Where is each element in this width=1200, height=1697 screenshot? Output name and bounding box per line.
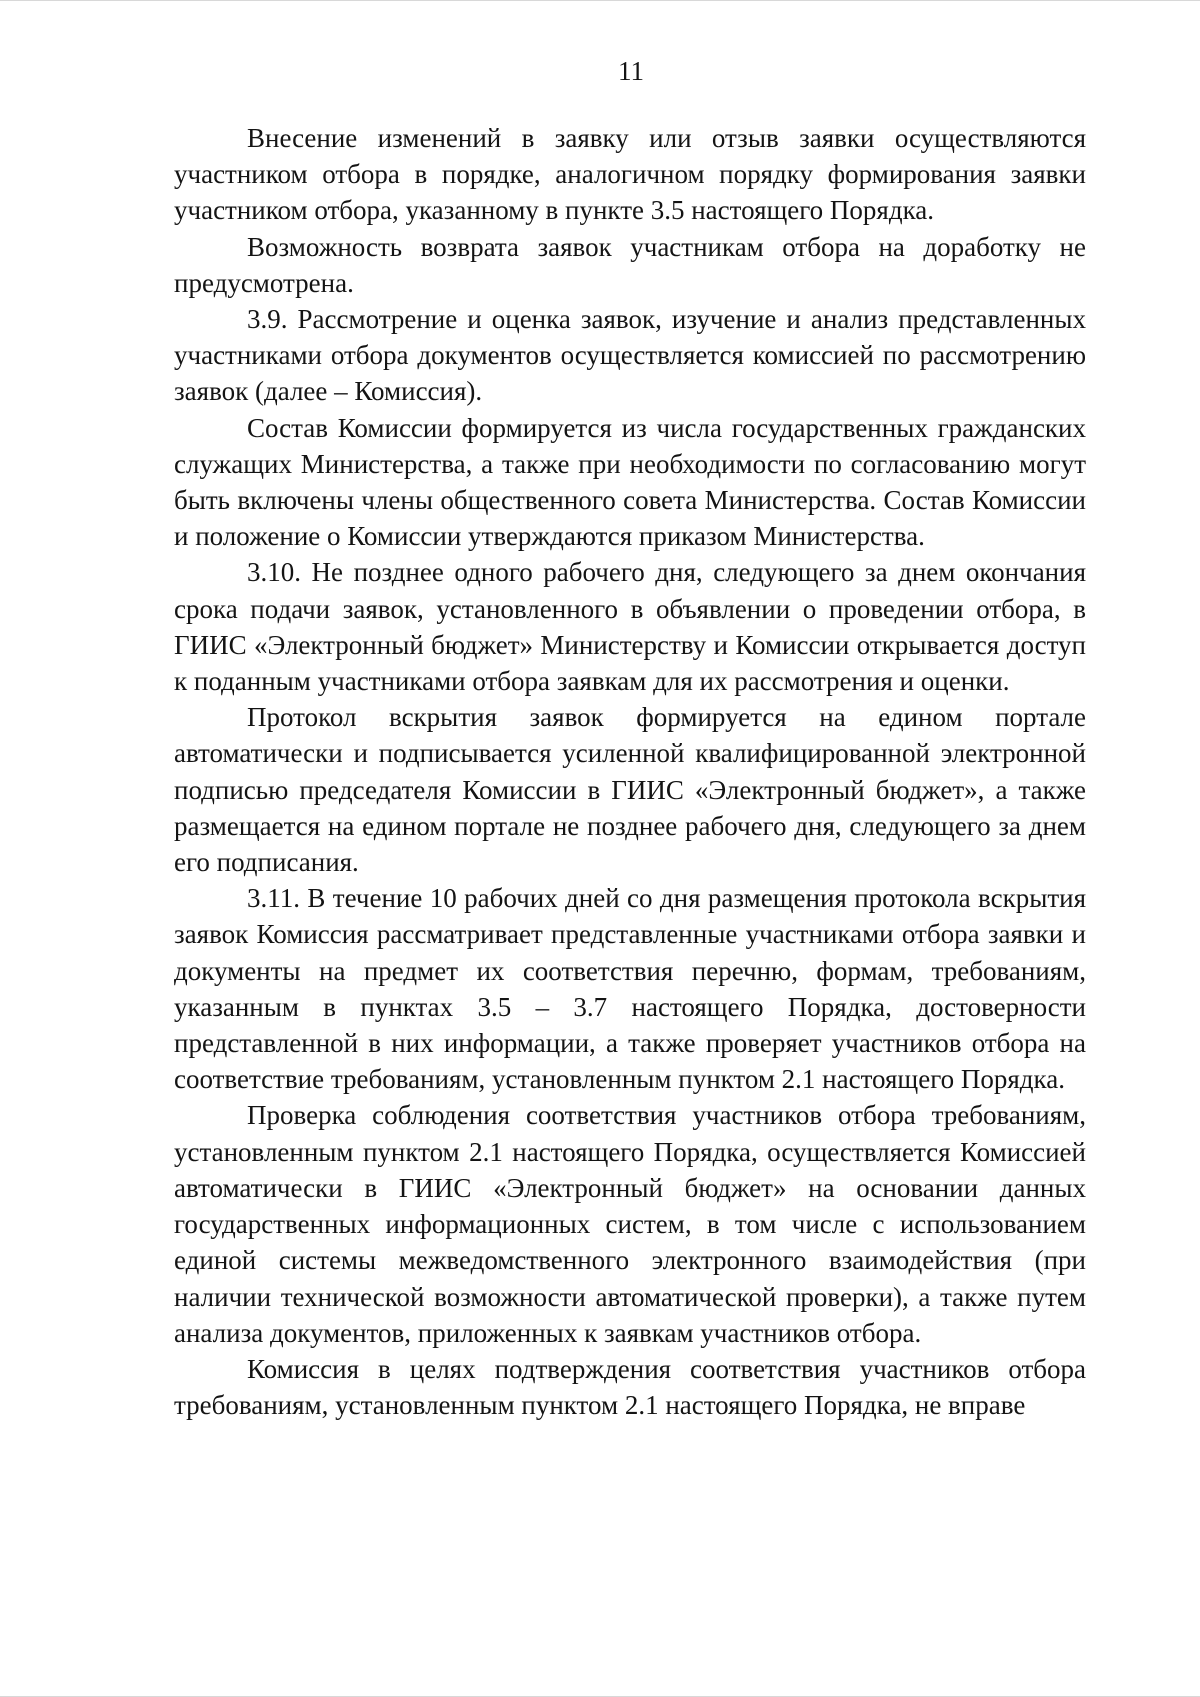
document-body [174, 120, 1086, 1423]
paragraph: Внесение изменений в заявку или отзыв заявки осуществляются участником отбора в порядке, аналогичном порядку формирования заявки участником отбора, указанному в пункте 3.5 настоящего Порядка. [174, 123, 1086, 226]
paragraph: Проверка соблюдения соответствия участников отбора требованиям, установленным пунктом 2.1 настоящего Порядка, осуществляется Комиссией автоматически в ГИИС «Электронный бюджет» на основании данных государственных информационных систем, в том числе с использованием единой системы межведомственного электронного взаимодействия (при наличии технической возможности автоматической проверки), а также путем анализа документов, приложенных к заявкам участников отбора. [174, 1100, 1086, 1348]
paragraph: Состав Комиссии формируется из числа государственных гражданских служащих Министерства, а также при необходимости по согласованию могут быть включены члены общественного совета Министерства. Состав Комиссии и положение о Комиссии утверждаются приказом Министерства. [174, 412, 1086, 552]
scan-edge-top [0, 0, 1200, 1]
page-number: 11 [618, 56, 644, 86]
paragraph: Комиссия в целях подтверждения соответствия участников отбора требованиям, установленным пунктом 2.1 настоящего Порядка, не вправе [174, 1353, 1086, 1421]
paragraph: 3.9. Рассмотрение и оценка заявок, изучение и анализ представленных участниками отбора документов осуществляется комиссией по рассмотрению заявок (далее – Комиссия). [174, 304, 1086, 407]
paragraph: Протокол вскрытия заявок формируется на едином портале автоматически и подписывается усиленной квалифицированной электронной подписью председателя Комиссии в ГИИС «Электронный бюджет», а также размещается на едином портале не позднее рабочего дня, следующего за днем его подписания. [174, 702, 1086, 878]
paragraph: Возможность возврата заявок участникам отбора на доработку не предусмотрена. [174, 231, 1086, 298]
paragraph: 3.10. Не позднее одного рабочего дня, следующего за днем окончания срока подачи заявок, установленного в объявлении о проведении отбора, в ГИИС «Электронный бюджет» Министерству и Комиссии открывается доступ к поданным участниками отбора заявкам для их рассмотрения и оценки. [174, 557, 1086, 697]
paragraph: 3.11. В течение 10 рабочих дней со дня размещения протокола вскрытия заявок Комиссия рассматривает представленные участниками отбора заявки и документы на предмет их соответствия перечню, формам, требованиям, указанным в пунктах 3.5 – 3.7 настоящего Порядка, достоверности представленной в них информации, а также проверяет участников отбора на соответствие требованиям, установленным пунктом 2.1 настоящего Порядка. [174, 883, 1086, 1095]
